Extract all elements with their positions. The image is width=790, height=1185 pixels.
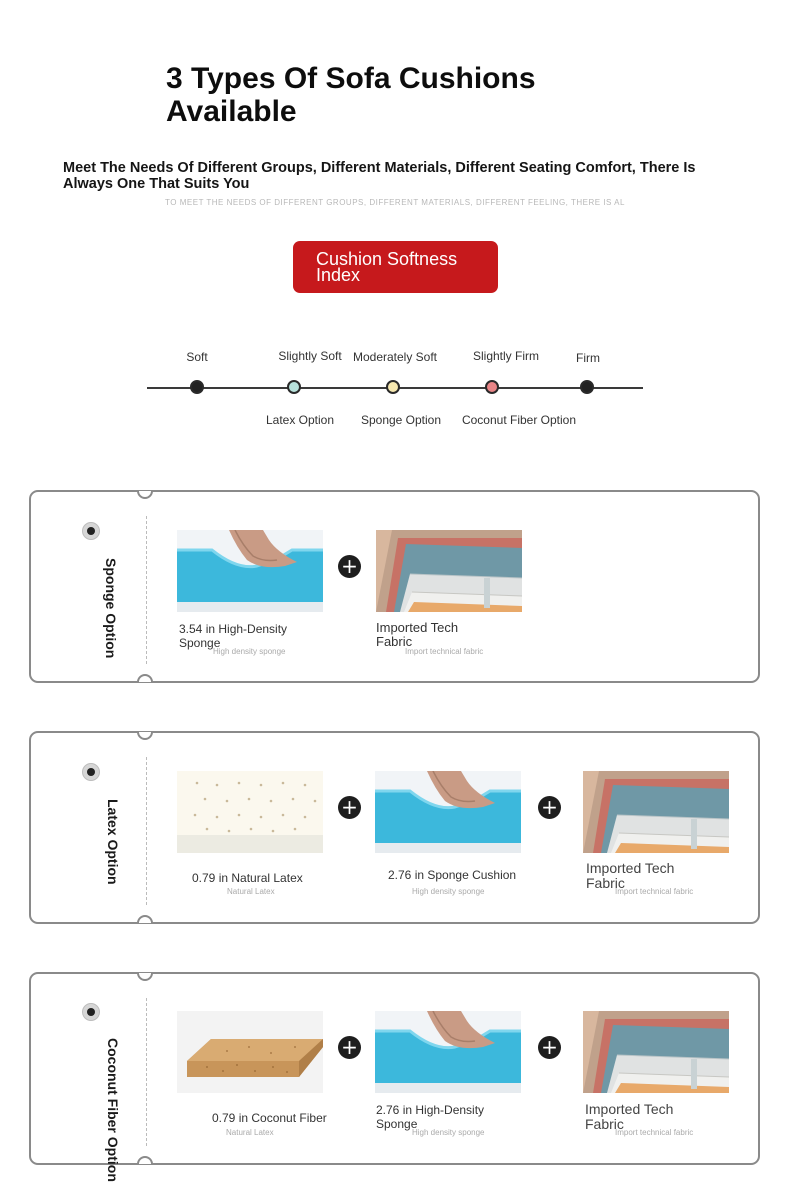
card-notch-top — [137, 965, 153, 981]
plus-icon: + — [338, 1036, 361, 1059]
fabric-image — [583, 771, 729, 853]
plus-icon: + — [338, 796, 361, 819]
sponge-image — [375, 771, 521, 853]
scale-label-slightly-soft: Slightly Soft — [278, 349, 342, 363]
page-subtitle: Meet The Needs Of Different Groups, Different Materials, Different Seating Comfort, There Is Always One That Suits You — [63, 160, 696, 192]
card-divider — [146, 998, 147, 1146]
item-sublabel: High density sponge — [213, 647, 286, 656]
scale-label-moderately-soft: Moderately Soft — [352, 350, 438, 364]
page-title: 3 Types Of Sofa Cushions Available — [166, 62, 536, 128]
item-sublabel: Import technical fabric — [615, 1128, 694, 1137]
option-card-latex — [29, 731, 760, 924]
sponge-image — [375, 1011, 521, 1093]
item-label: Imported Tech Fabric — [376, 620, 459, 649]
item-sublabel: Natural Latex — [226, 1128, 274, 1137]
scale-dot-slightly-soft — [287, 380, 301, 394]
plus-icon: + — [538, 796, 561, 819]
item-label: Imported Tech Fabric — [585, 1101, 674, 1132]
scale-label-slightly-firm: Slightly Firm — [472, 349, 540, 363]
radio-dot-icon[interactable] — [82, 1003, 100, 1021]
scale-dot-moderately-soft — [386, 380, 400, 394]
sponge-image — [177, 530, 323, 612]
radio-dot-icon[interactable] — [82, 522, 100, 540]
item-sublabel: Import technical fabric — [615, 887, 694, 896]
radio-dot-icon[interactable] — [82, 763, 100, 781]
item-label: 0.79 in Coconut Fiber — [212, 1111, 327, 1125]
fabric-image — [583, 1011, 729, 1093]
plus-icon: + — [338, 555, 361, 578]
scale-bottom-coconut-fiber-option: Coconut Fiber Option — [461, 413, 577, 427]
scale-bottom-latex-option: Latex Option — [265, 413, 335, 427]
item-label: 3.54 in High-Density Sponge — [179, 622, 288, 650]
option-card-coconut-fiber — [29, 972, 760, 1182]
scale-bottom-sponge-option: Sponge Option — [360, 413, 442, 427]
item-label: 2.76 in High-Density Sponge — [376, 1103, 485, 1131]
plus-icon: + — [538, 1036, 561, 1059]
latex-image — [177, 771, 323, 853]
card-notch-bottom — [137, 674, 153, 690]
coconut-fiber-image — [177, 1011, 323, 1093]
scale-dot-soft — [190, 380, 204, 394]
option-title: Coconut Fiber Option — [105, 1038, 121, 1182]
card-notch-bottom — [137, 915, 153, 931]
card-notch-bottom — [137, 1156, 153, 1172]
scale-label-firm: Firm — [576, 351, 600, 365]
option-card-sponge — [29, 490, 760, 683]
item-label: Imported Tech Fabric — [586, 860, 675, 891]
item-sublabel: Natural Latex — [227, 887, 275, 896]
option-title: Sponge Option — [103, 558, 119, 659]
scale-dot-firm — [580, 380, 594, 394]
item-sublabel: Import technical fabric — [405, 647, 484, 656]
item-sublabel: High density sponge — [412, 887, 485, 896]
card-notch-top — [137, 483, 153, 499]
scale-dot-slightly-firm — [485, 380, 499, 394]
item-sublabel: High density sponge — [412, 1128, 485, 1137]
card-divider — [146, 516, 147, 664]
cushion-softness-index-button[interactable]: Cushion Softness Index — [293, 241, 498, 293]
item-label: 2.76 in Sponge Cushion — [388, 868, 517, 882]
item-label: 0.79 in Natural Latex — [192, 871, 303, 885]
card-divider — [146, 757, 147, 905]
option-title: Latex Option — [105, 799, 121, 885]
scale-label-soft: Soft — [186, 350, 208, 364]
small-caption: TO MEET THE NEEDS OF DIFFERENT GROUPS, DIFFERENT MATERIALS, DIFFERENT FEELING, THERE IS AL — [165, 198, 625, 207]
card-notch-top — [137, 724, 153, 740]
fabric-image — [376, 530, 522, 612]
